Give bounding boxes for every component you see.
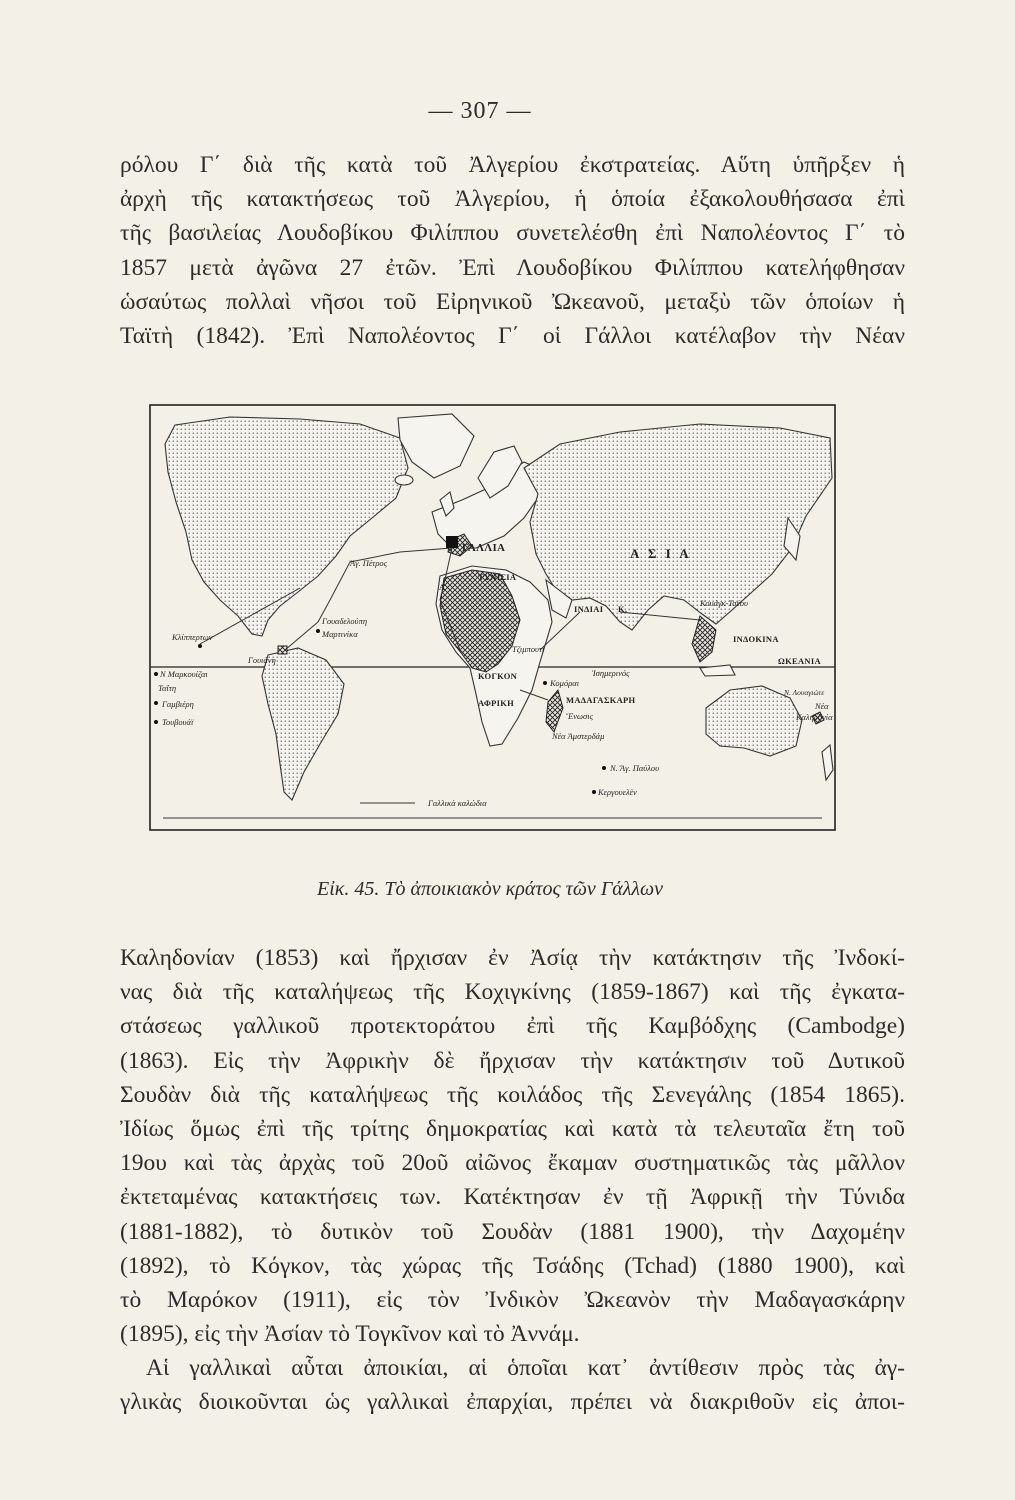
map-label-tzimpouti: Τζιμπουτί xyxy=(512,644,545,654)
saint-paul-marker xyxy=(602,766,606,770)
gambier-marker xyxy=(154,701,158,705)
paragraph-1 xyxy=(120,148,905,353)
map-label-a: Α xyxy=(439,582,446,592)
iceland-landmass xyxy=(395,475,413,485)
map-label-okeania: ΩΚΕΑΝΙΑ xyxy=(778,656,821,666)
paragraph-1-line-3: τῆς βασιλείας Λουδοβίκου Φιλίππου συνετελέσθη ἐπὶ Ναπολέοντος Γ΄ τὸ xyxy=(120,220,905,247)
map-label-gouadeloupi: Γουαδελούπη xyxy=(322,616,368,626)
map-label-kergouelen: Κεργουελὲν xyxy=(598,787,637,797)
paragraph-2-line-7: 19ου καὶ τὰς ἀρχὰς τοῦ 20οῦ αἰῶνος ἔκαμαν συστηματικῶς τὰς μᾶλλον xyxy=(120,1150,905,1177)
map-label-indokina: ΙΝΔΟΚΙΝΑ xyxy=(733,634,779,644)
map-label-kouagk-tseou: Κουάγκ-Τσέου xyxy=(700,598,748,608)
paragraph-2-line-3: στάσεως γαλλικοῦ προτεκτοράτου ἐπὶ τῆς Καμβόδχης (Cambodge) xyxy=(120,1013,905,1040)
new-zealand-landmass xyxy=(822,745,833,780)
map-label-kogkon: ΚΟΓΚΟΝ xyxy=(478,671,518,681)
map-label-gallia: ΓΑΛΛΙΑ xyxy=(462,542,506,554)
paragraph-2-line-10: (1892), τὸ Κόγκον, τὰς χώρας τῆς Τσάδης (Tchad) (1880 1900), καὶ xyxy=(120,1252,905,1279)
map-label-nea-amsterdam: Νέα Ἀμστερδάμ xyxy=(552,731,605,741)
paragraph-2-line-2: νας διὰ τῆς καταλήψεως τῆς Κοχιγκίνης (1859-1867) καὶ τῆς ἐγκατα- xyxy=(120,979,905,1006)
north-america-landmass xyxy=(165,417,408,636)
kerguelen-marker xyxy=(592,790,596,794)
map-label-isimerinos: Ἰσημερινός xyxy=(592,668,630,678)
paragraph-2-line-4: (1863). Εἰς τὴν Ἀφρικὴν δὲ ἤρχισαν τὴν κατάκτησιν τοῦ Δυτικοῦ xyxy=(120,1047,905,1074)
map-label-agios-petros: Ἅγ. Πέτρος xyxy=(350,558,388,568)
paragraph-3-line-2: γλικὰς διοικοῦνται ὡς γαλλικαὶ ἐπαρχίαι, πρέπει νὰ διακριθοῦν εἰς ἀποι- xyxy=(120,1389,905,1416)
map-label-agiou-pavlou: Ν. Ἅγ. Παύλου xyxy=(610,763,660,773)
map-label-indiai: ΙΝΔΙΑΙ xyxy=(574,604,604,614)
paragraph-1-line-1: ρόλου Γ΄ διὰ τῆς κατὰ τοῦ Ἀλγερίου ἐκστρατείας. Αὕτη ὑπῆρξεν ἡ xyxy=(120,152,905,178)
martinique-marker xyxy=(316,629,320,633)
indochina-territory xyxy=(692,616,716,662)
figure-caption: Εἰκ. 45. Τὸ ἀποικιακὸν κράτος τῶν Γάλλων xyxy=(316,878,664,900)
comoros-marker xyxy=(543,681,547,685)
map-label-enosis: Ἕνωσις xyxy=(566,711,594,721)
cable-antilles-guiana xyxy=(285,622,318,650)
paragraph-2 xyxy=(120,941,905,1420)
colonial-map-figure xyxy=(140,395,855,845)
map-label-tynisia: ΤΥΝΙΣΙΑ xyxy=(478,572,517,582)
map-label-cables-legend: Γαλλικὰ καλώδια xyxy=(428,798,487,808)
madagascar-territory xyxy=(546,690,563,732)
map-label-touvouai: Τουβουάϊ xyxy=(162,717,194,727)
map-label-gamvieri: Γαμβιέρη xyxy=(162,699,194,709)
map-label-louagiote: Ν. Λουαγιώτε xyxy=(784,688,825,697)
paragraph-1-line-6: Ταϊτὴ (1842). Ἐπὶ Ναπολέοντος Γ΄ οἱ Γάλλοι κατέλαβον τὴν Νέαν xyxy=(120,322,905,349)
paragraph-2-line-6: Ἰδίως ὅμως ἐπὶ τῆς τρίτης δημοκρατίας καὶ κατὰ τὰ τελευταῖα ἔτη τοῦ xyxy=(120,1115,905,1142)
paragraph-2-line-8: ἐκτεταμένας κατακτήσεις των. Κατέκτησαν ἐν τῇ Ἀφρικῇ τὴν Τύνιδα xyxy=(120,1184,905,1211)
paragraph-2-line-11: τὸ Μαρόκον (1911), εἰς τὸν Ἰνδικὸν Ὠκεανὸν τὴν Μαδαγασκάρην xyxy=(120,1286,905,1313)
page-number: — 307 — xyxy=(428,98,532,124)
map-label-gouiani: Γουιάνη xyxy=(248,655,276,665)
map-label-madagaskari: ΜΑΔΑΓΑΣΚΑΡΗ xyxy=(566,695,636,705)
south-america-landmass xyxy=(262,648,344,800)
map-label-afriki: ΑΦΡΙΚΗ xyxy=(478,698,515,708)
map-label-markouizai: Ν Μαρκουίζαι xyxy=(160,669,208,679)
paragraph-1-line-2: ἀρχὴ τῆς κατακτήσεως τοῦ Ἀλγερίου, ἡ ὁποία ἐξακολουθήσασα ἐπὶ xyxy=(120,186,905,213)
map-label-kalidonia: Καληδονία xyxy=(796,712,833,722)
paragraph-2-line-1: Καληδονίαν (1853) καὶ ἤρχισαν ἐν Ἀσίᾳ τὴν κατάκτησιν τῆς Ἰνδοκί- xyxy=(120,945,905,971)
map-label-nea: Νέα xyxy=(815,701,829,711)
map-label-taiti: Ταΐτη xyxy=(158,683,177,693)
tubuai-marker xyxy=(154,720,158,724)
map-label-k: Κ. xyxy=(618,604,628,614)
greenland-landmass xyxy=(398,414,474,478)
map-label-klippertwn: Κλίππερτων xyxy=(172,632,213,642)
paragraph-3-line-1: Αἱ γαλλικαὶ αὗται ἀποικίαι, αἱ ὁποῖαι κατ᾿ ἀντίθεσιν πρὸς τὰς ἀγ- xyxy=(146,1355,905,1382)
marquesas-marker xyxy=(154,672,158,676)
clipperton-marker xyxy=(198,644,202,648)
paragraph-2-line-12: (1895), εἰς τὴν Ἀσίαν τὸ Τογκῖνον καὶ τὸ Ἀννάμ. xyxy=(120,1321,580,1348)
paragraph-2-line-9: (1881-1882), τὸ δυτικὸν τοῦ Σουδὰν (1881 1900), τὴν Δαχομέην xyxy=(120,1218,905,1245)
map-label-asia: Α Σ Ι Α xyxy=(630,546,692,561)
paragraph-1-line-5: ὡσαύτως πολλαὶ νῆσοι τοῦ Εἰρηνικοῦ Ὠκεανοῦ, μεταξὺ τῶν ὁποίων ἡ xyxy=(120,288,905,315)
paragraph-2-line-5: Σουδὰν διὰ τῆς καταλήψεως τῆς κοιλάδος τῆς Σενεγάλης (1854 1865). xyxy=(120,1081,905,1108)
paragraph-1-line-4: 1857 μετὰ ἀγῶνα 27 ἐτῶν. Ἐπὶ Λουδοβίκου Φιλίππου κατελήφθησαν xyxy=(120,254,905,281)
france-marker xyxy=(446,536,458,548)
map-label-martinika: Μαρτινίκα xyxy=(322,629,358,639)
map-label-komorai: Κομόραι xyxy=(550,678,580,688)
